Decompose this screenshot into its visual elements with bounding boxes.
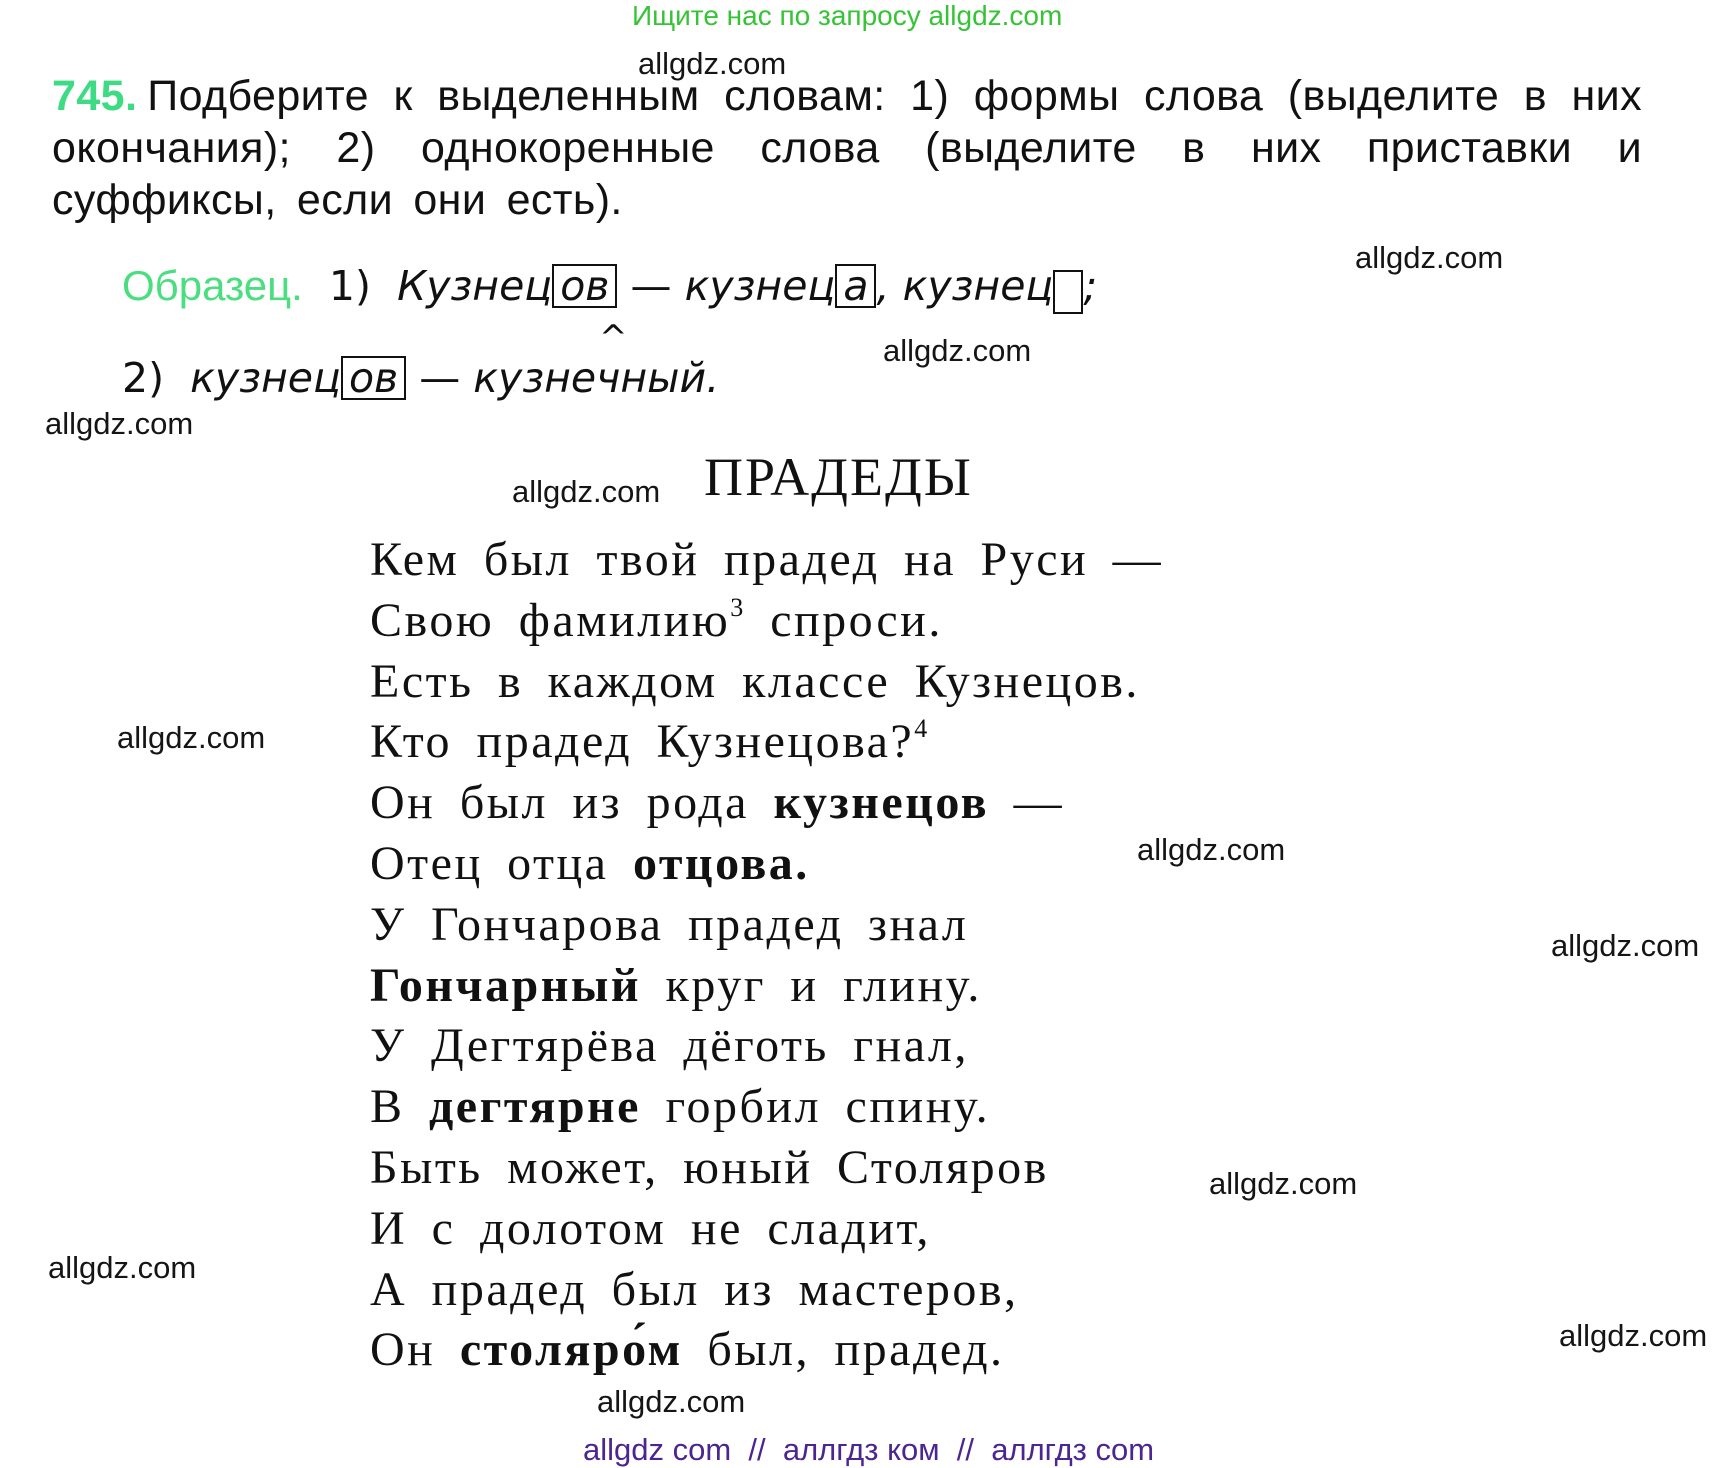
sample-label: Образец. [122, 262, 303, 309]
poem-line: Гончарный круг и глину. [370, 958, 982, 1012]
item-number: 2) [122, 354, 165, 402]
word-stem: Кузнец [397, 262, 553, 310]
watermark: allgdz.com [597, 1384, 746, 1419]
footnote-marker: 3 [730, 592, 746, 622]
dash: — [419, 354, 461, 402]
watermark: allgdz.com [1137, 832, 1286, 867]
poem-title: ПРАДЕДЫ [704, 447, 973, 507]
poem-line: Он был из рода кузнецов — [370, 776, 1065, 830]
item-number: 1) [328, 262, 372, 310]
ending-box: ов [341, 356, 406, 400]
watermark: allgdz.com [45, 406, 194, 441]
task-text [52, 70, 1642, 226]
poem-line: В дегтярне горбил спину. [370, 1080, 991, 1134]
ending-box: а [835, 264, 876, 308]
footnote-marker: 4 [914, 714, 930, 744]
highlighted-word: дегтярне [429, 1080, 641, 1134]
watermark: allgdz.com [1551, 928, 1700, 963]
poem-line: У Дегтярёва дёготь гнал, [370, 1019, 969, 1073]
word-stem: кузнец [902, 262, 1054, 310]
poem-line: У Гончарова прадед знал [370, 897, 969, 951]
watermark: allgdz.com [512, 474, 661, 509]
task-number: 745. [52, 72, 138, 120]
poem-line: Быть может, юный Столяров [370, 1140, 1049, 1194]
dash: — [630, 262, 672, 310]
poem-line: Свою фамилию$^3$ спроси. [370, 592, 943, 647]
watermark: allgdz.com [638, 46, 787, 81]
highlighted-word: отцова. [632, 836, 810, 890]
highlighted-word: кузнецов [773, 776, 990, 830]
poem [370, 530, 1163, 1381]
word-stem: кузнец [684, 262, 836, 310]
watermark: allgdz.com [1355, 240, 1504, 275]
ending-box: ов [552, 264, 617, 308]
poem-line: И с долотом не сладит, [370, 1201, 931, 1255]
poem-line: Он столяро́м был, прадед. [370, 1323, 1005, 1377]
word-stem: кузнец [190, 354, 341, 402]
suffix-caret-icon: ^ [599, 318, 628, 358]
highlighted-word: столяро́м [459, 1323, 683, 1377]
poem-line: Есть в каждом классе Кузнецов. [370, 654, 1140, 708]
footer-links[interactable]: allgdz com // аллгдз ком // аллгдз com [583, 1432, 1155, 1467]
semicolon: ; [1083, 262, 1098, 310]
empty-ending-box [1053, 270, 1083, 314]
poem-line: Кто прадед Кузнецова?$^4$ [370, 714, 930, 769]
watermark: allgdz.com [883, 333, 1032, 368]
related-word: кузнечный. [473, 354, 720, 402]
watermark: allgdz.com [1209, 1166, 1358, 1201]
sample-line-1 [122, 262, 1097, 314]
watermark: allgdz.com [48, 1250, 197, 1285]
sample-line-2 [122, 354, 719, 402]
task-instructions: Подберите к выделенным словам: 1) формы слова (выделите в них окончания); 2) однокоренные слова (выделите в них приставки и суффиксы, если они есть). [52, 72, 1642, 224]
comma: , [876, 262, 890, 310]
watermark: allgdz.com [1559, 1318, 1708, 1353]
highlighted-word: Гончарный [370, 958, 642, 1012]
search-banner[interactable]: Ищите нас по запросу allgdz.com [632, 0, 1063, 31]
poem-line: Отец отца отцова. [370, 836, 810, 890]
poem-line: Кем был твой прадед на Руси — [370, 533, 1164, 586]
poem-line: А прадед был из мастеров, [370, 1262, 1019, 1316]
watermark: allgdz.com [117, 720, 266, 755]
